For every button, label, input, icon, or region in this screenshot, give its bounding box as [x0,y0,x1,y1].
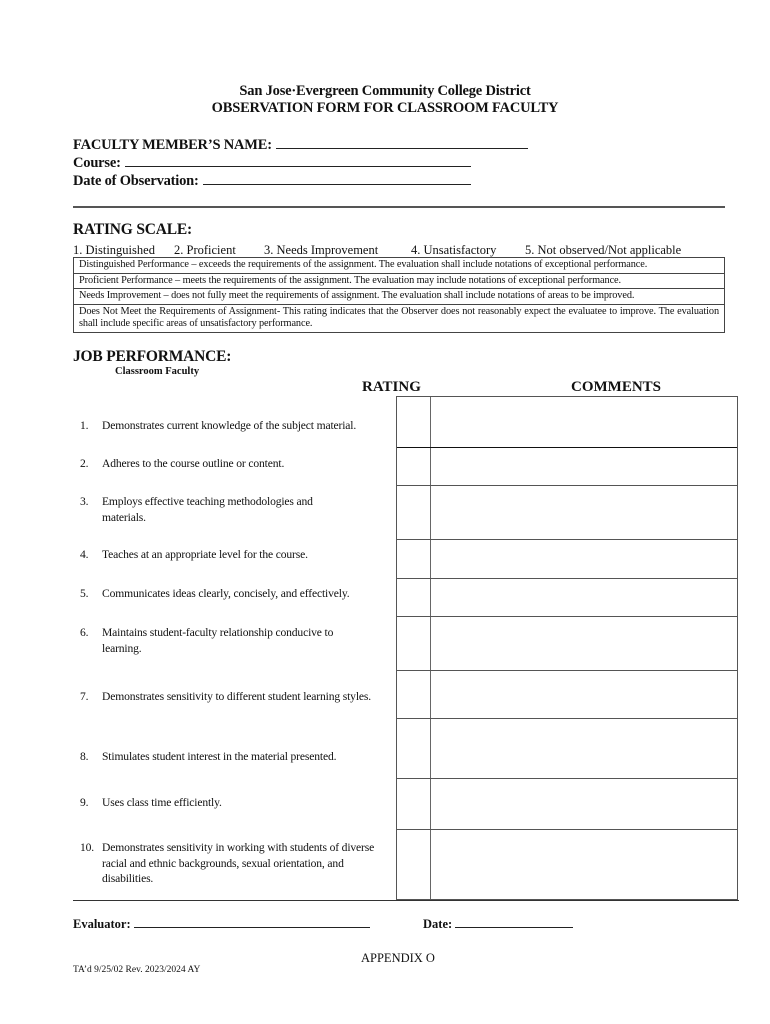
rating-level-5: 5. Not observed/Not applicable [525,243,682,257]
definition-distinguished: Distinguished Performance – exceeds the requirements of the assignment. The evaluation shall include notations of exceptional performance. [79,259,648,270]
criterion-text: Demonstrates current knowledge of the subject material. [102,419,357,432]
criterion-number: 2. [80,457,89,470]
definition-does-not-meet: Does Not Meet the Requirements of Assignment- This rating indicates that the Observer does not reasonably expect the evaluatee to improve. The evaluation shall include specific areas of unsatisfactory performance. [74,304,724,332]
comment-cell-3[interactable] [432,486,737,539]
rating-definitions-box [73,257,725,333]
criterion-text: Uses class time efficiently. [102,796,222,809]
definition-needs-improvement: Needs Improvement – does not fully meet the requirements of assignment. The evaluation shall include notations of areas to be improved. [74,288,724,304]
criterion-text: Teaches at an appropriate level for the course. [102,548,308,561]
rating-cell-4[interactable] [397,540,430,578]
faculty-name-input[interactable] [276,136,528,149]
column-divider [430,397,431,899]
course-input[interactable] [125,154,471,167]
rating-cell-2[interactable] [397,448,430,485]
comment-cell-4[interactable] [432,540,737,578]
faculty-name-label: FACULTY MEMBER’S NAME: [73,137,272,153]
criterion-text: Adheres to the course outline or content. [102,457,285,470]
criterion-text: Stimulates student interest in the material presented. [102,750,337,763]
rating-cell-3[interactable] [397,486,430,539]
section-divider [73,206,725,208]
rating-cell-9[interactable] [397,779,430,829]
comment-cell-9[interactable] [432,779,737,829]
appendix-label: APPENDIX O [361,951,435,965]
job-performance-title: JOB PERFORMANCE: [73,348,232,365]
comments-column-header: COMMENTS [571,379,661,395]
district-name: San Jose·Evergreen Community College District [239,83,531,99]
rating-cell-8[interactable] [397,719,430,778]
definition-proficient: Proficient Performance – meets the requirements of the assignment. The evaluation may include notations of exceptional performance. [74,273,724,289]
revision-note: TA’d 9/25/02 Rev. 2023/2024 AY [73,965,201,975]
observation-date-label: Date of Observation: [73,173,199,189]
criterion-number: 9. [80,796,89,809]
criterion-text: Communicates ideas clearly, concisely, and effectively. [102,587,350,600]
criterion-number: 4. [80,548,89,561]
comment-cell-2[interactable] [432,448,737,485]
course-field [73,154,471,172]
criterion-number: 1. [80,419,89,432]
signature-date-label: Date: [423,917,453,931]
faculty-name-field [73,136,528,154]
table-bottom-rule [73,900,739,901]
criterion-text: Demonstrates sensitivity in working with students of diverse racial and ethnic backgrounds, sexual orientation, and disabilities. [102,841,375,885]
rating-cell-1[interactable] [397,397,430,447]
observation-date-field [73,172,471,190]
evaluator-field [73,917,370,932]
criterion-text: Demonstrates sensitivity to different student learning styles. [102,690,372,703]
form-title: OBSERVATION FORM FOR CLASSROOM FACULTY [211,100,559,116]
criterion-number: 3. [80,495,89,508]
signature-date-input[interactable] [455,917,573,928]
evaluator-label: Evaluator: [73,917,131,931]
comment-cell-6[interactable] [432,617,737,670]
comment-cell-10[interactable] [432,830,737,898]
criterion-number: 5. [80,587,89,600]
criterion-number: 10. [80,841,95,854]
rating-column-header: RATING [362,379,421,395]
rating-level-2: 2. Proficient [174,243,236,257]
criterion-number: 8. [80,750,89,763]
criterion-text: Employs effective teaching methodologies and materials. [102,495,313,524]
rating-scale-title: RATING SCALE: [73,221,192,238]
rating-cell-10[interactable] [397,830,430,898]
criterion-text: Maintains student-faculty relationship conducive to learning. [102,626,334,655]
rating-level-4: 4. Unsatisfactory [411,243,497,257]
comment-cell-7[interactable] [432,671,737,718]
criterion-number: 6. [80,626,89,639]
rating-comments-table [396,396,738,900]
signature-date-field [423,917,573,932]
comment-cell-5[interactable] [432,579,737,616]
rating-cell-5[interactable] [397,579,430,616]
comment-cell-1[interactable] [432,397,737,447]
course-label: Course: [73,155,121,171]
rating-level-1: 1. Distinguished [73,243,155,257]
observation-date-input[interactable] [203,172,471,185]
evaluator-input[interactable] [134,917,370,928]
job-performance-subtitle: Classroom Faculty [115,366,200,377]
comment-cell-8[interactable] [432,719,737,778]
criterion-number: 7. [80,690,89,703]
rating-cell-6[interactable] [397,617,430,670]
rating-cell-7[interactable] [397,671,430,718]
rating-level-3: 3. Needs Improvement [264,243,379,257]
